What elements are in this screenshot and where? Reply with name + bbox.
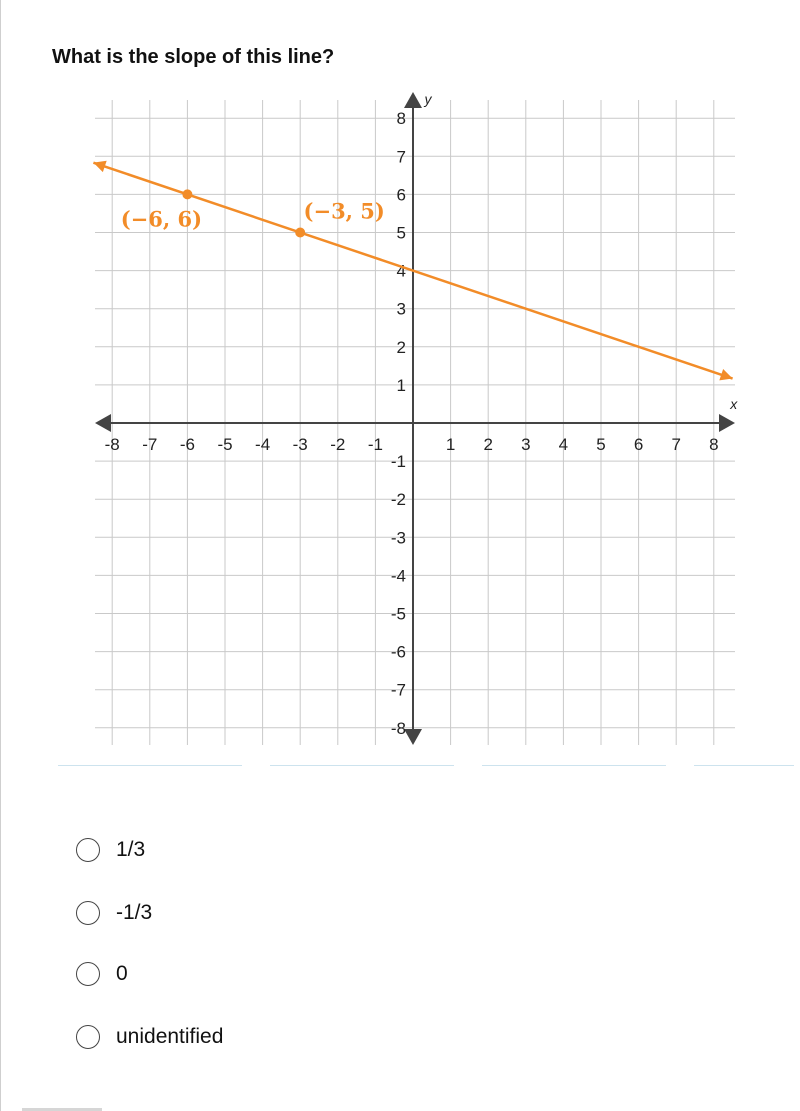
point-label: (−3, 5) <box>303 198 385 224</box>
y-tick-label: -6 <box>390 642 406 662</box>
x-axis-arrow-left <box>95 414 111 432</box>
y-tick-label: 4 <box>396 261 406 281</box>
separator-line <box>58 765 242 766</box>
y-tick-label: -1 <box>390 452 406 472</box>
y-tick-label: 8 <box>396 109 406 129</box>
choice-option-2[interactable] <box>76 901 152 925</box>
y-tick-label: 1 <box>396 375 406 395</box>
x-tick-label: 5 <box>596 435 606 454</box>
line-arrow-start <box>93 161 106 172</box>
point-label: (−6, 6) <box>120 206 203 232</box>
y-tick-label: -7 <box>390 680 406 700</box>
y-tick-label: 5 <box>396 223 406 243</box>
x-tick-label: -5 <box>217 435 233 454</box>
separator-line <box>270 765 454 766</box>
y-axis-arrow-down <box>404 729 422 745</box>
x-tick-label: -4 <box>255 435 271 454</box>
y-tick-label: -8 <box>390 718 406 738</box>
y-tick-label: 3 <box>396 299 406 319</box>
x-axis-arrow-right <box>719 414 735 432</box>
x-tick-label: -1 <box>367 435 383 454</box>
choice-label: -1/3 <box>116 901 153 924</box>
choice-label: 0 <box>116 962 128 985</box>
x-tick-label: 3 <box>521 435 531 454</box>
choice-option-1[interactable] <box>76 838 145 862</box>
y-tick-label: 6 <box>396 185 406 205</box>
separator-line <box>694 765 794 766</box>
y-tick-label: -4 <box>390 566 406 586</box>
x-tick-label: -6 <box>179 435 195 454</box>
x-tick-label: -2 <box>330 435 346 454</box>
y-tick-label: 7 <box>396 147 406 167</box>
radio-button[interactable] <box>76 838 100 862</box>
choice-option-3[interactable] <box>76 962 128 986</box>
x-tick-label: 8 <box>709 435 719 454</box>
x-tick-label: -7 <box>142 435 158 454</box>
data-point <box>295 228 305 238</box>
x-axis-label: x <box>730 396 738 412</box>
radio-button[interactable] <box>76 962 100 986</box>
y-tick-label: -2 <box>390 490 406 510</box>
question-text: What is the slope of this line? <box>52 46 335 68</box>
y-tick-label: -3 <box>390 528 406 548</box>
x-tick-label: 4 <box>558 435 569 454</box>
choice-label: 1/3 <box>116 838 146 861</box>
y-tick-label: -5 <box>390 604 406 624</box>
radio-button[interactable] <box>76 1025 100 1049</box>
y-axis-arrow-up <box>404 92 422 108</box>
separator-line <box>482 765 666 766</box>
x-tick-label: -8 <box>104 435 120 454</box>
x-tick-label: 6 <box>633 435 644 454</box>
choice-option-4[interactable] <box>76 1025 223 1049</box>
x-tick-label: 7 <box>671 435 681 454</box>
y-tick-label: 2 <box>396 337 406 357</box>
line-arrow-end <box>719 369 732 380</box>
x-tick-label: 1 <box>445 435 456 454</box>
y-axis-label: y <box>424 91 432 107</box>
x-tick-label: 2 <box>483 435 493 454</box>
x-tick-label: -3 <box>292 435 308 454</box>
data-point <box>182 189 192 199</box>
choice-label: unidentified <box>116 1025 224 1048</box>
radio-button[interactable] <box>76 901 100 925</box>
